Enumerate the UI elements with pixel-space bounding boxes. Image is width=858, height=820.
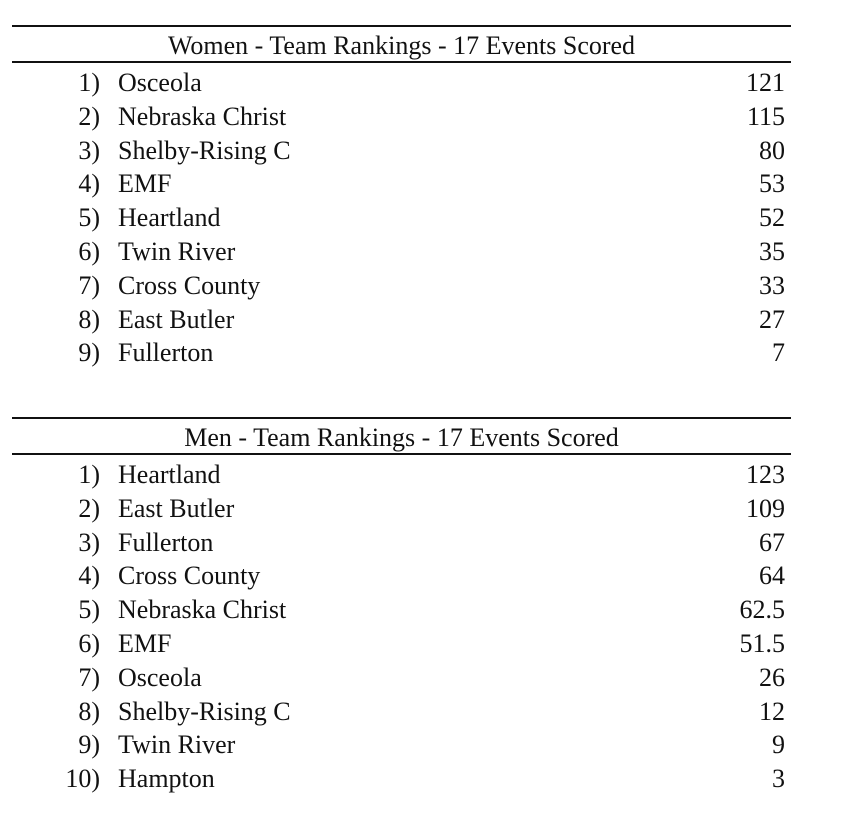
rank-number: 3) <box>78 527 100 557</box>
rank-number: 6) <box>78 628 100 658</box>
ranking-row <box>0 695 858 729</box>
rank-number: 2) <box>78 493 100 523</box>
ranking-row <box>0 458 858 492</box>
team-score: 64 <box>759 561 785 591</box>
team-score: 33 <box>759 270 785 300</box>
team-score: 35 <box>759 236 785 266</box>
team-score: 9 <box>772 730 785 760</box>
team-score: 123 <box>746 460 785 489</box>
rank-number: 9) <box>78 338 100 368</box>
team-score: 12 <box>759 696 785 726</box>
team-name: East Butler <box>118 304 235 334</box>
rank-number: 3) <box>78 135 100 165</box>
team-name: Heartland <box>118 460 221 489</box>
ranking-row <box>0 593 858 627</box>
team-score: 121 <box>746 68 785 97</box>
women-rankings-list <box>0 66 858 370</box>
ranking-row <box>0 661 858 695</box>
rank-number: 5) <box>78 203 100 233</box>
rank-number: 1) <box>78 68 100 97</box>
women-rankings-title: Women - Team Rankings - 17 Events Scored <box>167 31 636 60</box>
team-name: Fullerton <box>118 338 214 368</box>
rank-number: 1) <box>78 460 100 489</box>
women-header-rule <box>12 61 791 63</box>
ranking-row <box>0 100 858 134</box>
rank-number: 9) <box>78 730 100 760</box>
ranking-row <box>0 526 858 560</box>
team-score: 52 <box>759 203 785 233</box>
team-name: Osceola <box>118 662 202 692</box>
ranking-row <box>0 167 858 201</box>
team-score: 115 <box>746 101 785 131</box>
team-name: Cross County <box>118 270 261 300</box>
team-score: 7 <box>772 338 785 368</box>
team-name: Heartland <box>118 203 221 233</box>
team-name: Nebraska Christ <box>118 101 287 131</box>
rank-number: 6) <box>78 236 100 266</box>
rank-number: 8) <box>78 304 100 334</box>
men-top-rule <box>12 417 791 419</box>
team-score: 27 <box>759 304 785 334</box>
rank-number: 10) <box>65 764 100 794</box>
ranking-row <box>0 269 858 303</box>
team-name: Osceola <box>118 68 202 97</box>
team-name: Cross County <box>118 561 261 591</box>
rank-number: 4) <box>78 169 100 199</box>
team-name: EMF <box>118 169 172 199</box>
ranking-row <box>0 201 858 235</box>
rank-number: 7) <box>78 662 100 692</box>
ranking-row <box>0 728 858 762</box>
team-name: Shelby-Rising C <box>118 135 291 165</box>
team-name: Shelby-Rising C <box>118 696 291 726</box>
ranking-row <box>0 492 858 526</box>
team-score: 80 <box>759 135 785 165</box>
ranking-row <box>0 627 858 661</box>
ranking-row <box>0 235 858 269</box>
team-name: Twin River <box>118 730 236 760</box>
team-name: Nebraska Christ <box>118 595 287 625</box>
team-score: 67 <box>759 527 785 557</box>
ranking-row <box>0 559 858 593</box>
men-rankings-list <box>0 458 858 796</box>
team-name: EMF <box>118 628 172 658</box>
rank-number: 5) <box>78 595 100 625</box>
ranking-row <box>0 303 858 337</box>
team-score: 62.5 <box>739 595 785 625</box>
ranking-row <box>0 134 858 168</box>
men-rankings-title: Men - Team Rankings - 17 Events Scored <box>184 423 619 452</box>
rank-number: 2) <box>78 101 100 131</box>
women-top-rule <box>12 25 791 27</box>
ranking-row <box>0 336 858 370</box>
team-score: 3 <box>772 764 785 794</box>
men-header-rule <box>12 453 791 455</box>
team-name: East Butler <box>118 493 235 523</box>
team-score: 51.5 <box>739 628 785 658</box>
team-score: 53 <box>759 169 785 199</box>
rank-number: 8) <box>78 696 100 726</box>
rank-number: 4) <box>78 561 100 591</box>
ranking-row <box>0 66 858 100</box>
team-score: 109 <box>746 493 785 523</box>
team-name: Hampton <box>118 764 215 794</box>
team-score: 26 <box>759 662 785 692</box>
team-name: Twin River <box>118 236 236 266</box>
team-name: Fullerton <box>118 527 214 557</box>
ranking-row <box>0 762 858 796</box>
rank-number: 7) <box>78 270 100 300</box>
